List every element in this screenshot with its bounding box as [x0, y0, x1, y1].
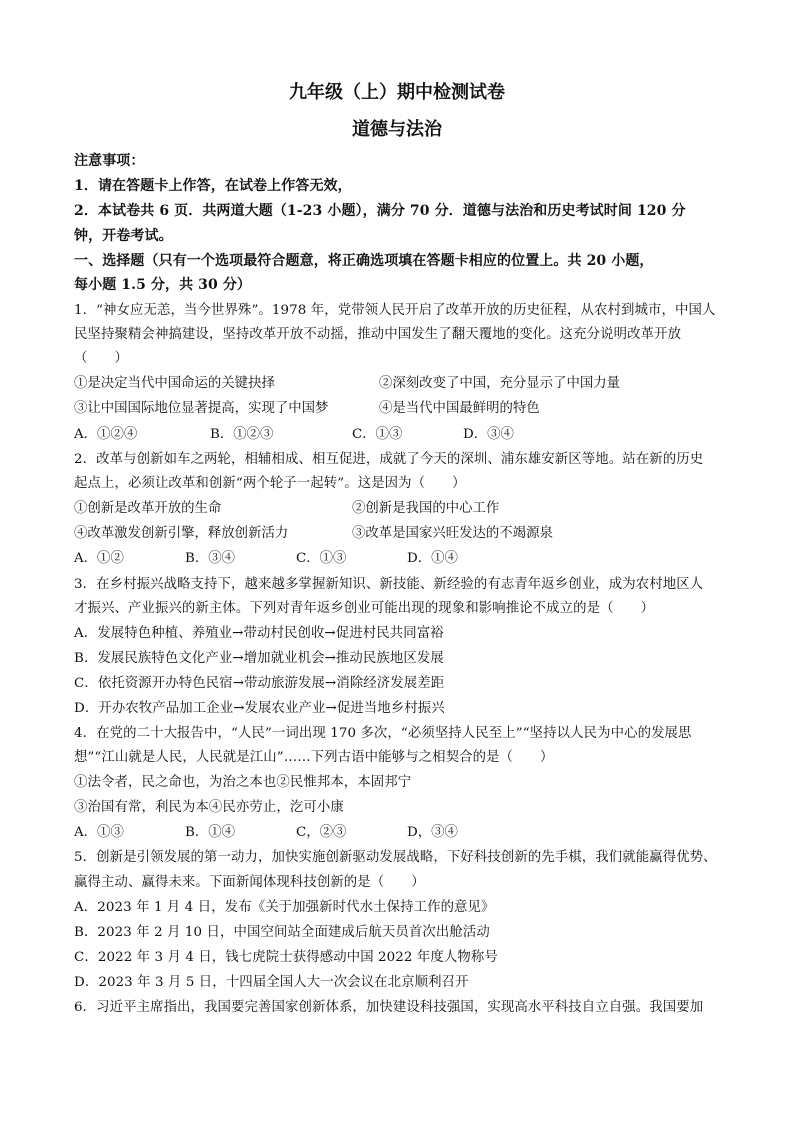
- q2-stem-line-1: 2．改革与创新如车之两轮，相辅相成、相互促进，成就了今天的深圳、浦东雄安新区等地。站在新的历史: [74, 452, 704, 467]
- q5-stem-line-2: 赢得主动、赢得未来。下面新闻体现科技创新的是（ ）: [74, 875, 425, 890]
- q4-stem-line-1: 4．在党的二十大报告中，“人民”一词出现 170 多次，“必须坚持人民至上”“坚持以人民为中心的发展思: [74, 726, 692, 741]
- q1-stem-line-2: 民坚持聚精会神搞建设，坚持改革开放不动摇，推动中国发生了翻天覆地的变化。这充分说明改革开放: [74, 327, 682, 342]
- q1-statement-3: ③让中国国际地位显著提高，实现了中国梦: [74, 401, 329, 416]
- q3-option-b: B．发展民族特色文化产业→增加就业机会→推动民族地区发展: [74, 651, 444, 666]
- q2-statement-1: ①创新是改革开放的生命: [74, 501, 222, 516]
- q1-option-c: C．①③: [352, 427, 403, 442]
- q1-option-a: A．①②④: [74, 427, 138, 442]
- q2-option-a: A．①②: [74, 551, 124, 566]
- q5-option-d: D．2023 年 3 月 5 日，十四届全国人大一次会议在北京顺利召开: [74, 975, 469, 990]
- q5-stem-line-1: 5．创新是引领发展的第一动力，加快实施创新驱动发展战略，下好科技创新的先手棋，我们就能赢得优势、: [74, 850, 717, 865]
- subject-title: 道德与法治: [352, 119, 442, 140]
- notice-heading: 注意事项：: [74, 153, 145, 169]
- q4-option-b: B．①④: [185, 825, 236, 840]
- notice-item-2-line-2: 钟，开卷考试。: [74, 228, 173, 244]
- q1-option-d: D．③④: [463, 427, 514, 442]
- q3-stem-line-1: 3．在乡村振兴战略支持下，越来越多掌握新知识、新技能、新经验的有志青年返乡创业，成为农村地区人: [74, 577, 704, 592]
- q3-option-a: A．发展特色种植、养殖业→带动村民创收→促进村民共同富裕: [74, 626, 444, 641]
- notice-item-2-line-1: 2．本试卷共 6 页．共两道大题（1-23 小题），满分 70 分．道德与法治和历史考试时间 120 分: [74, 203, 686, 219]
- q2-option-b: B．③④: [185, 551, 236, 566]
- q2-stem-line-2: 起点上，必须让改革和创新“两个轮子一起转”。这是因为（ ）: [74, 476, 466, 491]
- section-heading-line-1: 一、选择题（只有一个选项最符合题意，将正确选项填在答题卡相应的位置上。共 20 小题，: [74, 253, 654, 269]
- q4-option-c: C，②③: [296, 825, 347, 840]
- q6-stem-line-1: 6．习近平主席指出，我国要完善国家创新体系，加快建设科技强国，实现高水平科技自立自强。我国要加: [74, 1000, 704, 1015]
- q1-statement-4: ④是当代中国最鲜明的特色: [379, 401, 540, 416]
- q2-option-c: C．①③: [296, 551, 347, 566]
- exam-title: 九年级（上）期中检测试卷: [289, 82, 505, 103]
- notice-item-1: 1．请在答题卡上作答，在试卷上作答无效，: [74, 178, 352, 194]
- q3-stem-line-2: 才振兴、产业振兴的新主体。下列对青年返乡创业可能出现的现象和影响推论不成立的是（ ）: [74, 601, 655, 616]
- q2-statement-3: ③改革是国家兴旺发达的不竭源泉: [352, 526, 553, 541]
- q5-option-b: B．2023 年 2 月 10 日，中国空间站全面建成后航天员首次出舱活动: [74, 925, 490, 940]
- q1-stem-line-1: 1．“神女应无恙，当今世界殊”。1978 年，党带领人民开启了改革开放的历史征程，从农村到城市，中国人: [74, 303, 716, 318]
- q3-option-d: D．开办农牧产品加工企业→发展农业产业→促进当地乡村振兴: [74, 701, 445, 716]
- q4-stem-line-2: 想”“江山就是人民，人民就是江山”……下列古语中能够与之相契合的是（ ）: [74, 750, 554, 765]
- q4-option-d: D，③④: [407, 825, 458, 840]
- q1-option-b: B．①②③: [210, 427, 274, 442]
- q4-statements-1-2: ①法令者，民之命也，为治之本也②民惟邦本，本固邦宁: [74, 775, 412, 790]
- q5-option-a: A．2023 年 1 月 4 日，发布《关于加强新时代水土保持工作的意见》: [74, 900, 495, 915]
- q1-statement-1: ①是决定当代中国命运的关键抉择: [74, 376, 275, 391]
- q4-option-a: A．①③: [74, 825, 124, 840]
- q3-option-c: C．依托资源开办特色民宿→带动旅游发展→消除经济发展差距: [74, 676, 445, 691]
- q1-statement-2: ②深刻改变了中国，充分显示了中国力量: [379, 376, 621, 391]
- q1-stem-line-3: （ ）: [74, 351, 128, 366]
- q4-statements-3-4: ③治国有常，利民为本④民亦劳止，汔可小康: [74, 800, 344, 815]
- q2-statement-2: ②创新是我国的中心工作: [352, 501, 500, 516]
- q5-option-c: C．2022 年 3 月 4 日，钱七虎院士获得感动中国 2022 年度人物称号: [74, 950, 498, 965]
- section-heading-line-2: 每小题 1.5 分，共 30 分）: [74, 277, 252, 293]
- q2-option-d: D．①④: [407, 551, 458, 566]
- q2-statement-4: ④改革激发创新引擎，释放创新活力: [74, 526, 289, 541]
